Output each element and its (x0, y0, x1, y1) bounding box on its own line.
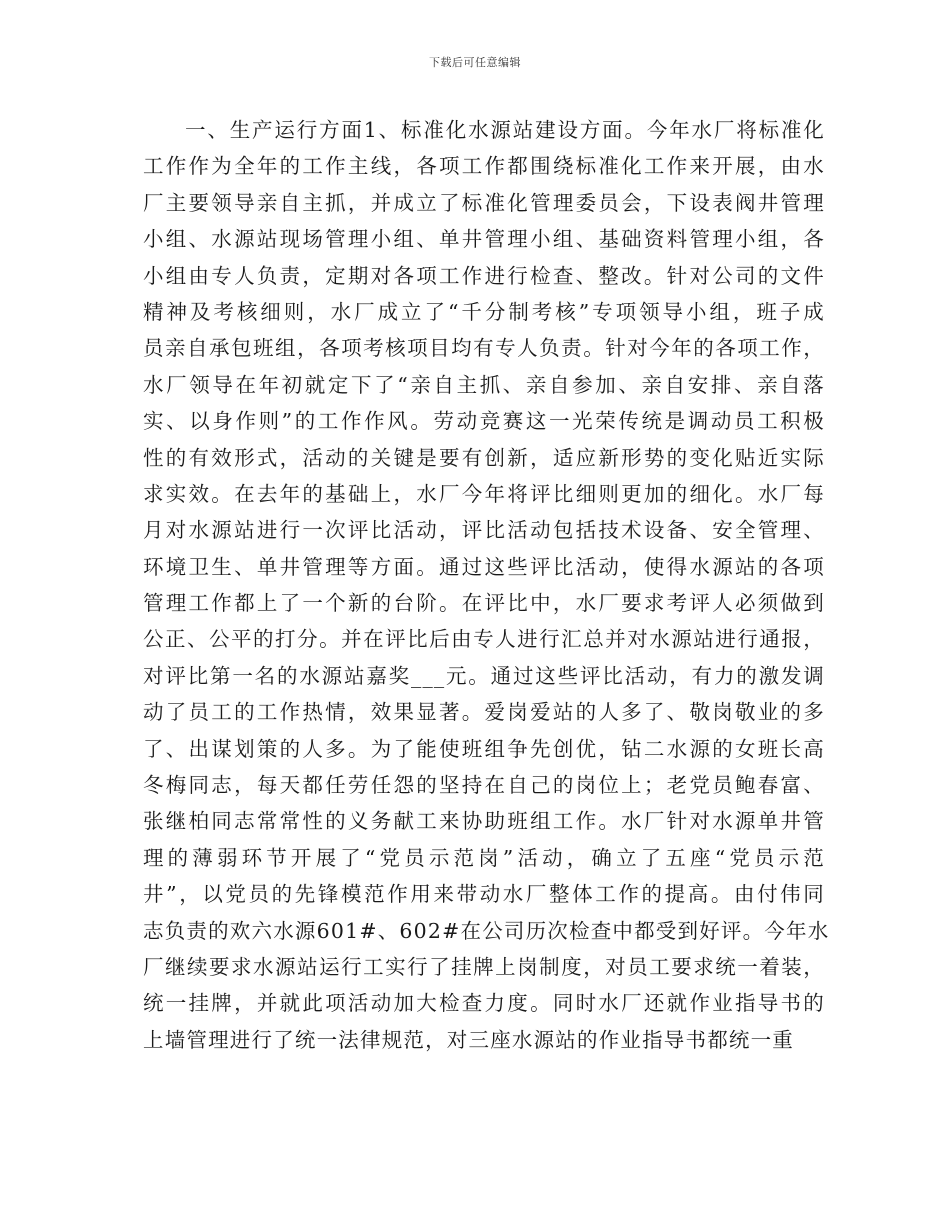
text-line: 上墙管理进行了统一法律规范，对三座水源站的作业指导书都统一重 (143, 1027, 794, 1052)
text-line: 了、出谋划策的人多。为了能使班组争先创优，钻二水源的女班长高 (143, 736, 825, 761)
text-line: 志负责的欢六水源601#、602#在公司历次检查中都受到好评。今年水 (143, 918, 830, 943)
text-line: 统一挂牌，并就此项活动加大检查力度。同时水厂还就作业指导书的 (143, 991, 825, 1016)
text-line: 井”，以党员的先锋模范作用来带动水厂整体工作的提高。由付伟同 (143, 882, 825, 907)
text-line: 对评比第一名的水源站嘉奖___元。通过这些评比活动，有力的激发调 (143, 663, 825, 688)
text-line: 性的有效形式，活动的关键是要有创新，适应新形势的变化贴近实际 (143, 445, 825, 470)
text-line: 员亲自承包班组，各项考核项目均有专人负责。针对今年的各项工作， (143, 336, 825, 361)
text-line: 求实效。在去年的基础上，水厂今年将评比细则更加的细化。水厂每 (143, 481, 825, 506)
text-line: 公正、公平的打分。并在评比后由专人进行汇总并对水源站进行通报， (143, 627, 825, 652)
text-line: 冬梅同志，每天都任劳任怨的坚持在自己的岗位上；老党员鲍春富、 (143, 773, 825, 798)
text-line: 月对水源站进行一次评比活动，评比活动包括技术设备、安全管理、 (143, 518, 825, 543)
text-line: 厂继续要求水源站运行工实行了挂牌上岗制度，对员工要求统一着装， (143, 954, 825, 979)
text-line: 管理工作都上了一个新的台阶。在评比中，水厂要求考评人必须做到 (143, 591, 825, 616)
text-line: 工作作为全年的工作主线，各项工作都围绕标准化工作来开展，由水 (143, 154, 825, 179)
text-line: 实、以身作则”的工作作风。劳动竞赛这一光荣传统是调动员工积极 (143, 409, 825, 434)
text-line: 一、生产运行方面1、标准化水源站建设方面。今年水厂将标准化 (185, 118, 825, 142)
page-header: 下载后可任意编辑 (429, 56, 521, 69)
text-line: 小组由专人负责，定期对各项工作进行检查、整改。针对公司的文件 (143, 263, 825, 288)
text-line: 动了员工的工作热情，效果显著。爱岗爱站的人多了、敬岗敬业的多 (143, 700, 825, 725)
text-line: 厂主要领导亲自主抓，并成立了标准化管理委员会，下设表阀井管理 (143, 190, 825, 215)
text-line: 精神及考核细则，水厂成立了“千分制考核”专项领导小组，班子成 (143, 299, 825, 324)
text-line: 小组、水源站现场管理小组、单井管理小组、基础资料管理小组，各 (143, 227, 825, 252)
document-body (143, 112, 830, 1058)
text-line: 张继柏同志常常性的义务献工来协助班组工作。水厂针对水源单井管 (143, 809, 825, 834)
text-line: 理的薄弱环节开展了“党员示范岗”活动，确立了五座“党员示范 (143, 845, 825, 870)
text-line: 水厂领导在年初就定下了“亲自主抓、亲自参加、亲自安排、亲自落 (143, 372, 825, 397)
text-line: 环境卫生、单井管理等方面。通过这些评比活动，使得水源站的各项 (143, 554, 825, 579)
